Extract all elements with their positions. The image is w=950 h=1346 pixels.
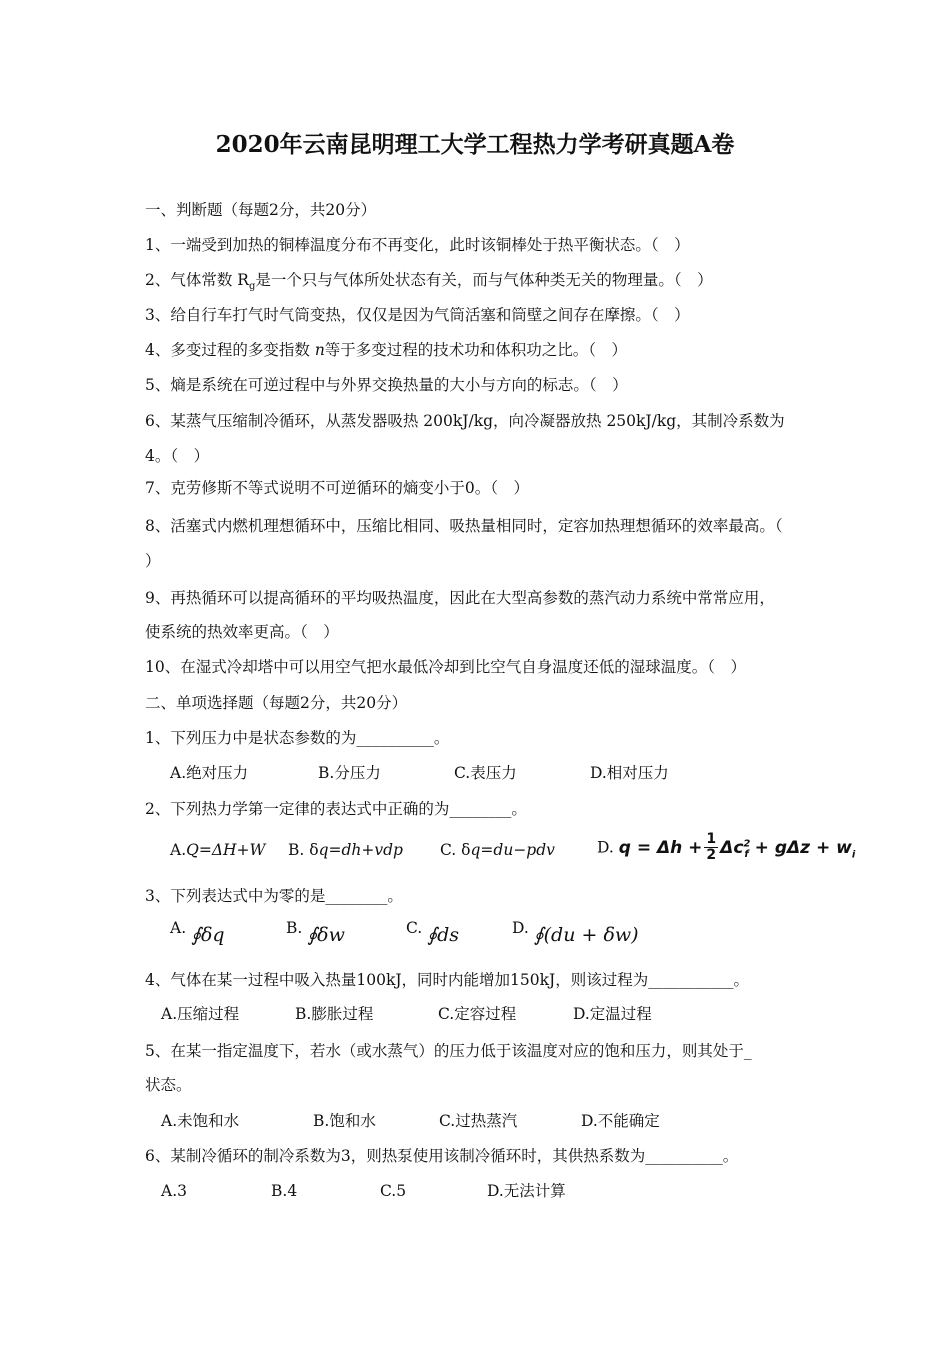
- q4-option-a: A.压缩过程: [161, 1005, 240, 1023]
- q6-option-a: A.3: [161, 1182, 187, 1200]
- section2-heading: 二、单项选择题（每题2分，共20分）: [145, 694, 408, 712]
- judge-item-9-cont: 使系统的热效率更高。（ ）: [145, 623, 339, 641]
- q3-option-d: [512, 917, 639, 946]
- q2-option-d-expr: [618, 831, 856, 863]
- judge-item-6-cont: 4。（ ）: [145, 447, 210, 465]
- judge-item-8: 8、活塞式内燃机理想循环中，压缩比相同、吸热量相同时，定容加热理想循环的效率最高。（: [145, 517, 783, 535]
- q2-d-post: Δc: [720, 837, 744, 858]
- q4-option-b: B.膨胀过程: [295, 1005, 374, 1023]
- q1-option-b: B.分压力: [318, 764, 381, 782]
- polytropic-index: n: [314, 341, 325, 359]
- q5-option-a: A.未饱和水: [161, 1112, 240, 1130]
- q2-option-a-expr: Q=ΔH+W: [186, 841, 266, 859]
- q2-option-b-label: B. δ: [288, 841, 319, 859]
- choice-q6-stem: 6、某制冷循环的制冷系数为3，则热泵使用该制冷循环时，其供热系数为__________。: [145, 1147, 739, 1165]
- q3-option-a-expr: ∮δq: [191, 924, 225, 946]
- q3-option-d-expr: ∮(du + δw): [533, 924, 639, 946]
- q2-option-b-expr: q=dh+vdp: [318, 841, 403, 859]
- q4-option-c: C.定容过程: [438, 1005, 517, 1023]
- judge-item-4-tail: 等于多变过程的技术功和体积功之比。（ ）: [324, 341, 628, 359]
- judge-item-2: [145, 270, 825, 297]
- q2-option-d: [597, 832, 855, 865]
- judge-item-1: 1、一端受到加热的铜棒温度分布不再变化，此时该铜棒处于热平衡状态。（ ）: [145, 236, 690, 254]
- q6-option-d: D.无法计算: [487, 1182, 566, 1200]
- judge-item-2-tail: 是一个只与气体所处状态有关，而与气体种类无关的物理量。（ ）: [255, 271, 713, 289]
- q2-option-a-label: A.: [170, 841, 187, 859]
- choice-q6-options: [161, 1181, 601, 1201]
- choice-q4-stem: 4、气体在某一过程中吸入热量100kJ，同时内能增加150kJ，则该过程为___________。: [145, 971, 749, 989]
- q5-option-b: B.饱和水: [313, 1112, 376, 1130]
- q2-option-d-label: D.: [597, 838, 614, 857]
- q2-d-fraction: [704, 832, 718, 863]
- judge-item-10: 10、在湿式冷却塔中可以用空气把水最低冷却到比空气自身温度还低的湿球温度。（ ）: [145, 658, 746, 676]
- q1-option-c: C.表压力: [454, 764, 517, 782]
- judge-item-6: 6、某蒸气压缩制冷循环，从蒸发器吸热 200kJ/kg，向冷凝器放热 250kJ/kg，其制冷系数为: [145, 412, 785, 430]
- judge-item-4-head: 4、多变过程的多变指数: [145, 341, 310, 359]
- choice-q5-options: [161, 1111, 721, 1131]
- q6-option-b: B.4: [271, 1182, 298, 1200]
- q2-option-b: [288, 840, 403, 860]
- choice-q3-options: [170, 917, 690, 947]
- gas-constant-subscript: g: [248, 281, 256, 293]
- judge-item-3: 3、给自行车打气时气筒变热，仅仅是因为气筒活塞和筒壁之间存在摩擦。（ ）: [145, 306, 690, 324]
- q3-option-b-expr: ∮δw: [307, 924, 345, 946]
- q2-d-numerator: 1: [706, 831, 717, 847]
- q2-option-c: [440, 840, 555, 860]
- q3-option-a: [170, 917, 225, 946]
- judge-item-8-cont: ）: [145, 552, 161, 570]
- q3-option-b: [286, 917, 345, 946]
- judge-item-9: 9、再热循环可以提高循环的平均吸热温度，因此在大型高参数的蒸汽动力系统中常常应用，: [145, 589, 775, 607]
- section1-heading: 一、判断题（每题2分，共20分）: [145, 201, 377, 219]
- q2-d-tail-sub: i: [851, 848, 856, 860]
- q2-option-a: [170, 840, 265, 860]
- judge-item-7: 7、克劳修斯不等式说明不可逆循环的熵变小于0。（ ）: [145, 479, 529, 497]
- judge-item-4: [145, 340, 825, 360]
- judge-item-2-head: 2、气体常数 R: [145, 271, 249, 289]
- q3-option-c-label: C.: [406, 919, 423, 937]
- q3-option-b-label: B.: [286, 919, 303, 937]
- q3-option-c-expr: ∮ds: [427, 924, 459, 946]
- q1-option-a: A.绝对压力: [170, 764, 249, 782]
- choice-q5-stem-cont: 状态。: [145, 1076, 192, 1094]
- choice-q5-stem: 5、在某一指定温度下，若水（或水蒸气）的压力低于该温度对应的饱和压力，则其处于_: [145, 1042, 752, 1060]
- q3-option-a-label: A.: [170, 919, 187, 937]
- q5-option-c: C.过热蒸汽: [439, 1112, 518, 1130]
- page-title: 2020年云南昆明理工大学工程热力学考研真题A卷: [215, 131, 735, 158]
- q3-option-d-label: D.: [512, 919, 529, 937]
- q2-d-sub: f: [744, 848, 749, 860]
- choice-q4-options: [161, 1004, 721, 1024]
- q1-option-d: D.相对压力: [590, 764, 669, 782]
- q4-option-d: D.定温过程: [573, 1005, 652, 1023]
- choice-q1-stem: 1、下列压力中是状态参数的为__________。: [145, 729, 450, 747]
- q2-d-tail: + gΔz + w: [754, 837, 852, 858]
- choice-q1-options: [170, 763, 730, 783]
- choice-q2-stem: 2、下列热力学第一定律的表达式中正确的为________。: [145, 800, 527, 818]
- q5-option-d: D.不能确定: [581, 1112, 660, 1130]
- q3-option-c: [406, 917, 459, 946]
- q2-d-sup: 2: [743, 837, 751, 849]
- q6-option-c: C.5: [380, 1182, 407, 1200]
- judge-item-5: 5、熵是系统在可逆过程中与外界交换热量的大小与方向的标志。（ ）: [145, 376, 628, 394]
- choice-q3-stem: 3、下列表达式中为零的是________。: [145, 887, 403, 905]
- q2-d-pre: q = Δh +: [618, 837, 703, 858]
- q2-option-c-label: C. δ: [440, 841, 471, 859]
- q2-option-c-expr: q=du−pdv: [470, 841, 555, 859]
- q2-d-denominator: 2: [706, 847, 717, 863]
